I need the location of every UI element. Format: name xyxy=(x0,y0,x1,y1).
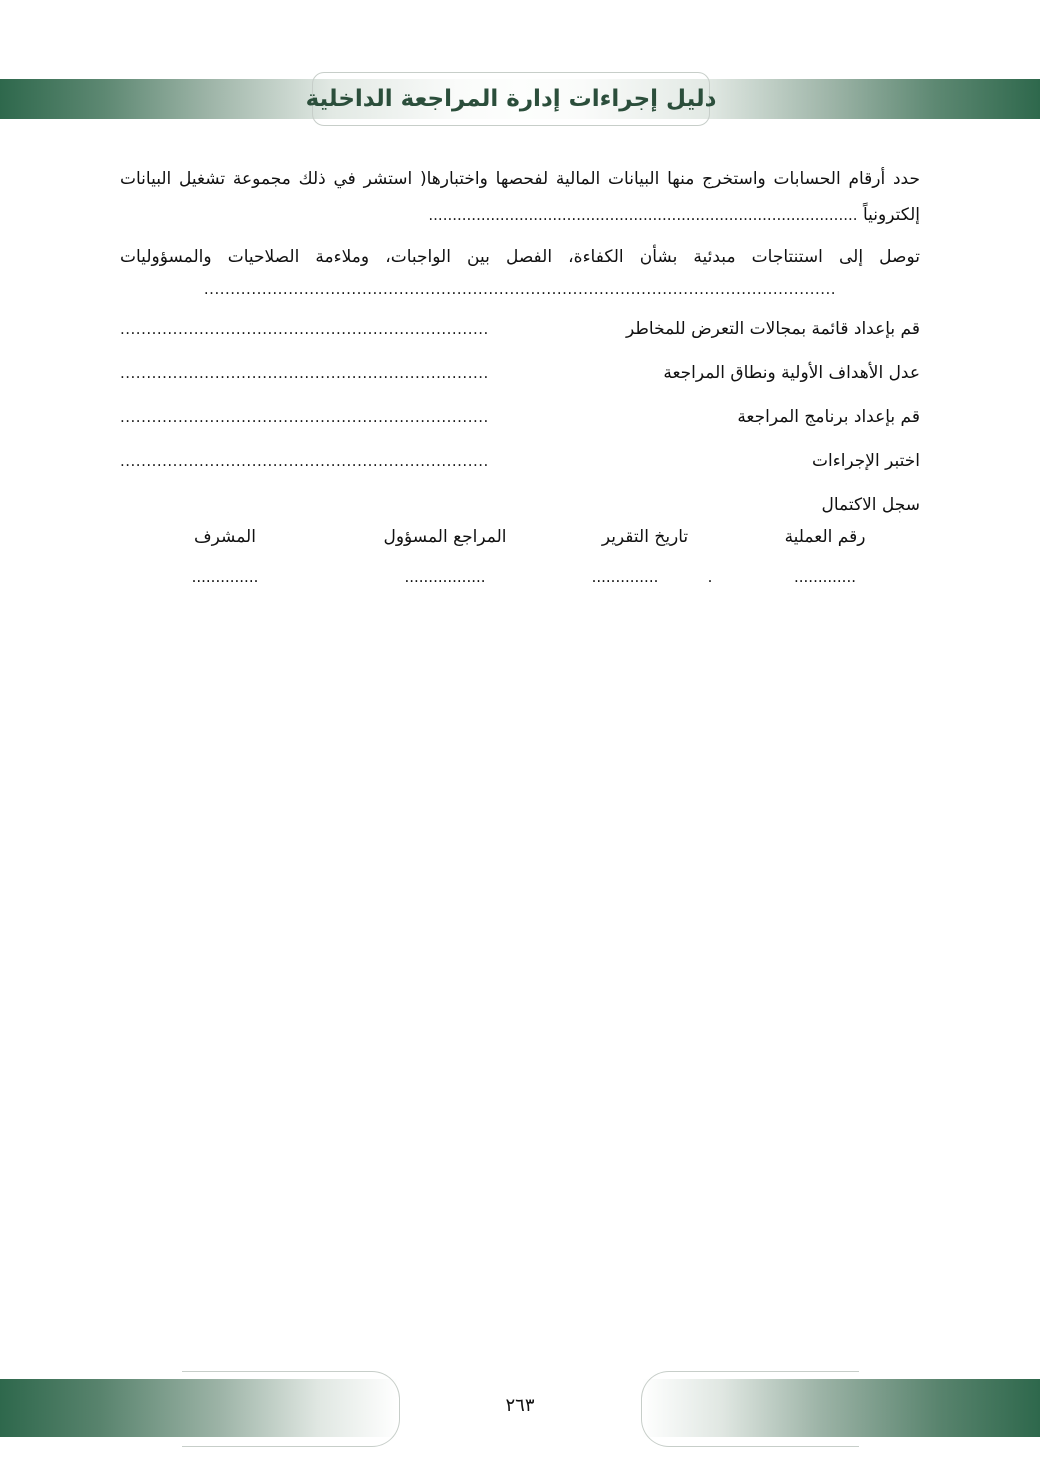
checklist-item-label: سجل الاكتمال xyxy=(821,495,920,515)
record-column-header: المشرف xyxy=(194,527,256,547)
checklist-item-label: قم بإعداد برنامج المراجعة xyxy=(737,407,920,427)
checklist-item xyxy=(120,402,920,432)
checklist-item-label: عدل الأهداف الأولية ونطاق المراجعة xyxy=(663,363,920,383)
dotted-leader: ...................................................................... xyxy=(120,364,489,382)
completion-record-dots-row xyxy=(120,562,920,592)
checklist-item-label: قم بإعداد قائمة بمجالات التعرض للمخاطر xyxy=(626,319,920,339)
paragraph1-line2 xyxy=(120,200,920,230)
record-dots-cell: .............. xyxy=(591,568,659,586)
record-column-header: المراجع المسؤول xyxy=(383,527,507,547)
page-number: ٢٦٣ xyxy=(505,1395,535,1416)
record-dots-cell: ................. xyxy=(404,568,486,586)
record-dots-cell: ............. xyxy=(794,568,856,586)
dotted-leader: ...................................................................... xyxy=(120,452,489,470)
completion-record-header-row xyxy=(120,522,920,552)
paragraph2-dotted-line: ........................................................................................................................ xyxy=(203,280,837,298)
record-column-header: تاريخ التقرير xyxy=(601,527,689,547)
checklist-item-label: اختبر الإجراءات xyxy=(811,451,920,471)
paragraph2-line1: توصل إلى استنتاجات مبدئية بشأن الكفاءة، الفصل بين الواجبات، وملاءمة الصلاحيات والمسؤوليات xyxy=(120,247,920,267)
dotted-leader: ...................................................................... xyxy=(120,320,489,338)
checklist-item xyxy=(120,446,920,476)
document-content xyxy=(120,164,920,592)
checklist-item xyxy=(120,358,920,388)
checklist-item xyxy=(120,314,920,344)
record-stray-period: . xyxy=(707,568,713,586)
record-column-header: رقم العملية xyxy=(784,527,866,547)
paragraph1-line1: حدد أرقام الحسابات واستخرج منها البيانات المالية لفحصها واختبارها( استشر في ذلك مجموعة تشغيل البيانات xyxy=(120,169,920,189)
paragraph1-dotted-line: .......................................................................................... xyxy=(428,206,858,224)
dotted-leader: ...................................................................... xyxy=(120,408,489,426)
header-title-tab xyxy=(305,72,717,126)
record-dots-cell: .............. xyxy=(191,568,259,586)
page-title: دليل إجراءات إدارة المراجعة الداخلية xyxy=(305,86,717,112)
checklist-item xyxy=(120,490,920,520)
paragraph1-line2-word: إلكترونياً xyxy=(862,205,920,225)
